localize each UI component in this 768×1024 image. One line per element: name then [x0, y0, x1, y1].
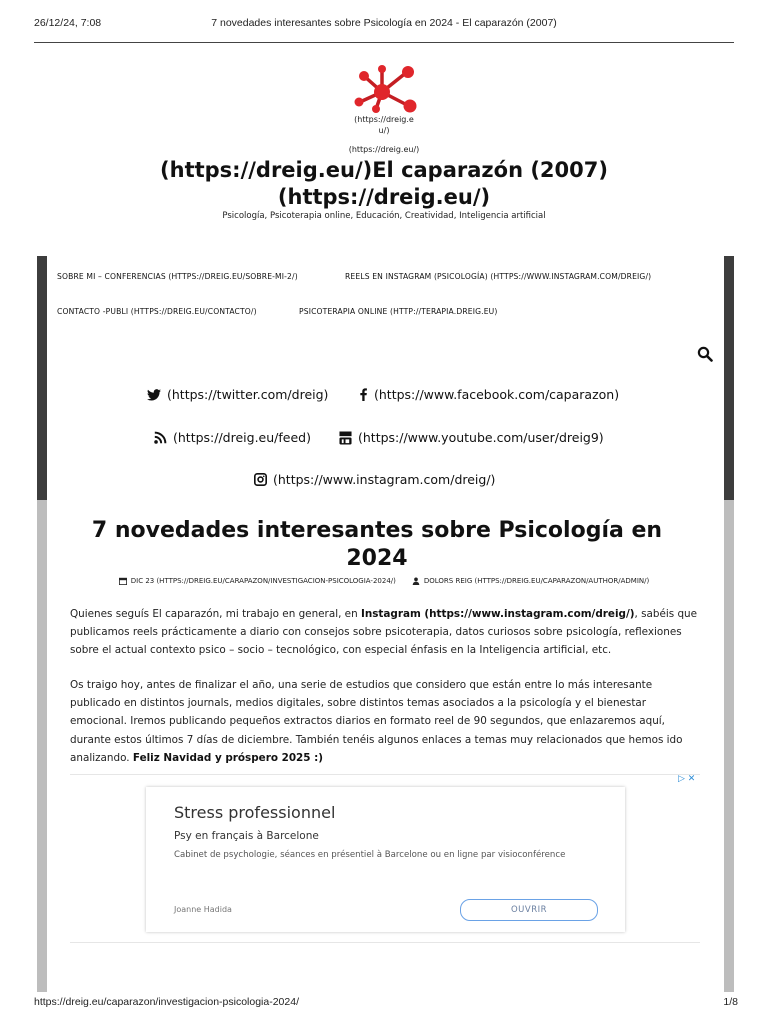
nav-item-psicoterapia-online[interactable]: PSICOTERAPIA ONLINE (HTTP://TERAPIA.DREIG.EU) [299, 307, 498, 316]
site-tagline: Psicología, Psicoterapia online, Educación, Creatividad, Inteligencia artificial [222, 211, 546, 221]
ad-headline[interactable]: Stress professionnel [174, 803, 336, 822]
nav-item-contacto[interactable]: CONTACTO -PUBLI (HTTPS://DREIG.EU/CONTACTO/) [57, 307, 257, 316]
post-title-line-2: 2024 [346, 546, 408, 571]
feed-link-label: (https://dreig.eu/feed) [173, 430, 311, 445]
print-footer-url: https://dreig.eu/caparazon/investigacion-psicologia-2024/ [34, 996, 299, 1008]
calendar-icon [119, 577, 127, 585]
logo-alt-text[interactable] [340, 114, 428, 136]
post-meta [0, 577, 768, 585]
post-paragraph-2 [70, 676, 702, 767]
post-paragraph-1 [70, 605, 702, 660]
site-title-line-2: (https://dreig.eu/) [277, 185, 491, 209]
frame-bar-left [37, 256, 47, 500]
print-date: 26/12/24, 7:08 [34, 17, 102, 29]
social-link-twitter[interactable] [147, 387, 328, 402]
frame-bar-right-light [724, 500, 734, 992]
author-icon [412, 577, 420, 585]
ad-open-button[interactable]: OUVRIR [460, 899, 598, 921]
site-logo-icon[interactable] [352, 62, 422, 114]
print-page-title: 7 novedades interesantes sobre Psicología en 2024 - El caparazón (2007) [211, 17, 557, 29]
facebook-link-label: (https://www.facebook.com/caparazon) [374, 387, 620, 402]
post-author-link[interactable]: DOLORS REIG (HTTPS://DREIG.EU/CAPARAZON/AUTHOR/ADMIN/) [423, 577, 650, 585]
instagram-link-label: (https://www.instagram.com/dreig/) [273, 472, 496, 487]
instagram-icon [254, 473, 267, 486]
twitter-link-label: (https://twitter.com/dreig) [167, 387, 329, 402]
site-title[interactable] [0, 157, 768, 211]
twitter-icon [147, 389, 161, 401]
paragraph-1-text-start: Quienes seguís El caparazón, mi trabajo en general, en [70, 608, 361, 620]
print-header-divider [34, 42, 734, 43]
ad-description: Cabinet de psychologie, séances en présentiel à Barcelone ou en ligne par visioconférence [174, 850, 566, 860]
ad-card[interactable] [146, 787, 625, 932]
nav-item-sobre-mi[interactable]: SOBRE MI – CONFERENCIAS (HTTPS://DREIG.EU/SOBRE-MI-2/) [57, 272, 298, 281]
ad-subheadline: Psy en français à Barcelone [174, 830, 319, 842]
paragraph-1-text-end: , sabéis que publicamos reels prácticamente a diario con consejos sobre psicoterapia, datos curiosos sobre psicología, reflexiones sobre el actual contexto psico – socio – tecnológico, con especial énfasis en la Inteligencia artificial, etc. [70, 608, 698, 657]
post-title-line-1: 7 novedades interesantes sobre Psicología en [91, 518, 663, 543]
ad-advertiser: Joanne Hadida [174, 905, 232, 914]
social-link-instagram[interactable] [254, 472, 495, 487]
post-date-link[interactable]: DIC 23 (HTTPS://DREIG.EU/CARAPAZON/INVESTIGACION-PSICOLOGIA-2024/) [130, 577, 396, 585]
facebook-icon [359, 388, 368, 401]
print-header [0, 0, 768, 42]
social-link-facebook[interactable] [359, 387, 619, 402]
ad-divider-bottom [70, 942, 700, 943]
logo-link[interactable]: (https://dreig.eu/) [348, 145, 420, 154]
search-icon[interactable] [697, 346, 713, 362]
post-title [70, 517, 684, 573]
youtube-icon [339, 431, 352, 445]
ad-divider-top [70, 774, 700, 775]
print-page-number: 1/8 [723, 996, 738, 1008]
logo-alt-line-1: (https://dreig.e [354, 115, 414, 124]
rss-feed-icon [154, 431, 167, 444]
nav-item-reels-instagram[interactable]: REELS EN INSTAGRAM (PSICOLOGÍA) (HTTPS://WWW.INSTAGRAM.COM/DREIG/) [345, 272, 652, 281]
site-title-line-1: (https://dreig.eu/)El caparazón (2007) [160, 158, 608, 182]
paragraph-2-greeting: Feliz Navidad y próspero 2025 :) [132, 751, 324, 764]
youtube-link-label: (https://www.youtube.com/user/dreig9) [358, 430, 604, 445]
social-link-feed[interactable] [154, 430, 311, 445]
instagram-inline-link[interactable]: Instagram (https://www.instagram.com/dreig/) [360, 608, 635, 620]
frame-bar-right [724, 256, 734, 500]
ad-choices-icon[interactable]: ▷ ✕ [678, 774, 696, 784]
social-link-youtube[interactable] [339, 430, 604, 445]
paragraph-2-text: Os traigo hoy, antes de finalizar el año, una serie de estudios que considero que están entre lo más interesante publicado en distintos journals, medios digitales, sobre distintos temas asociados a la psicología y el bienestar emocional. Iremos publicando pequeños extractos diarios en formato reel de 90 segundos, que enlazaremos aquí, durante estos últimos 7 días de diciembre. También tenéis algunos enlaces a temas muy relacionados que hemos ido analizando. [70, 679, 683, 764]
logo-alt-line-2: u/) [378, 126, 390, 135]
frame-bar-left-light [37, 500, 47, 992]
